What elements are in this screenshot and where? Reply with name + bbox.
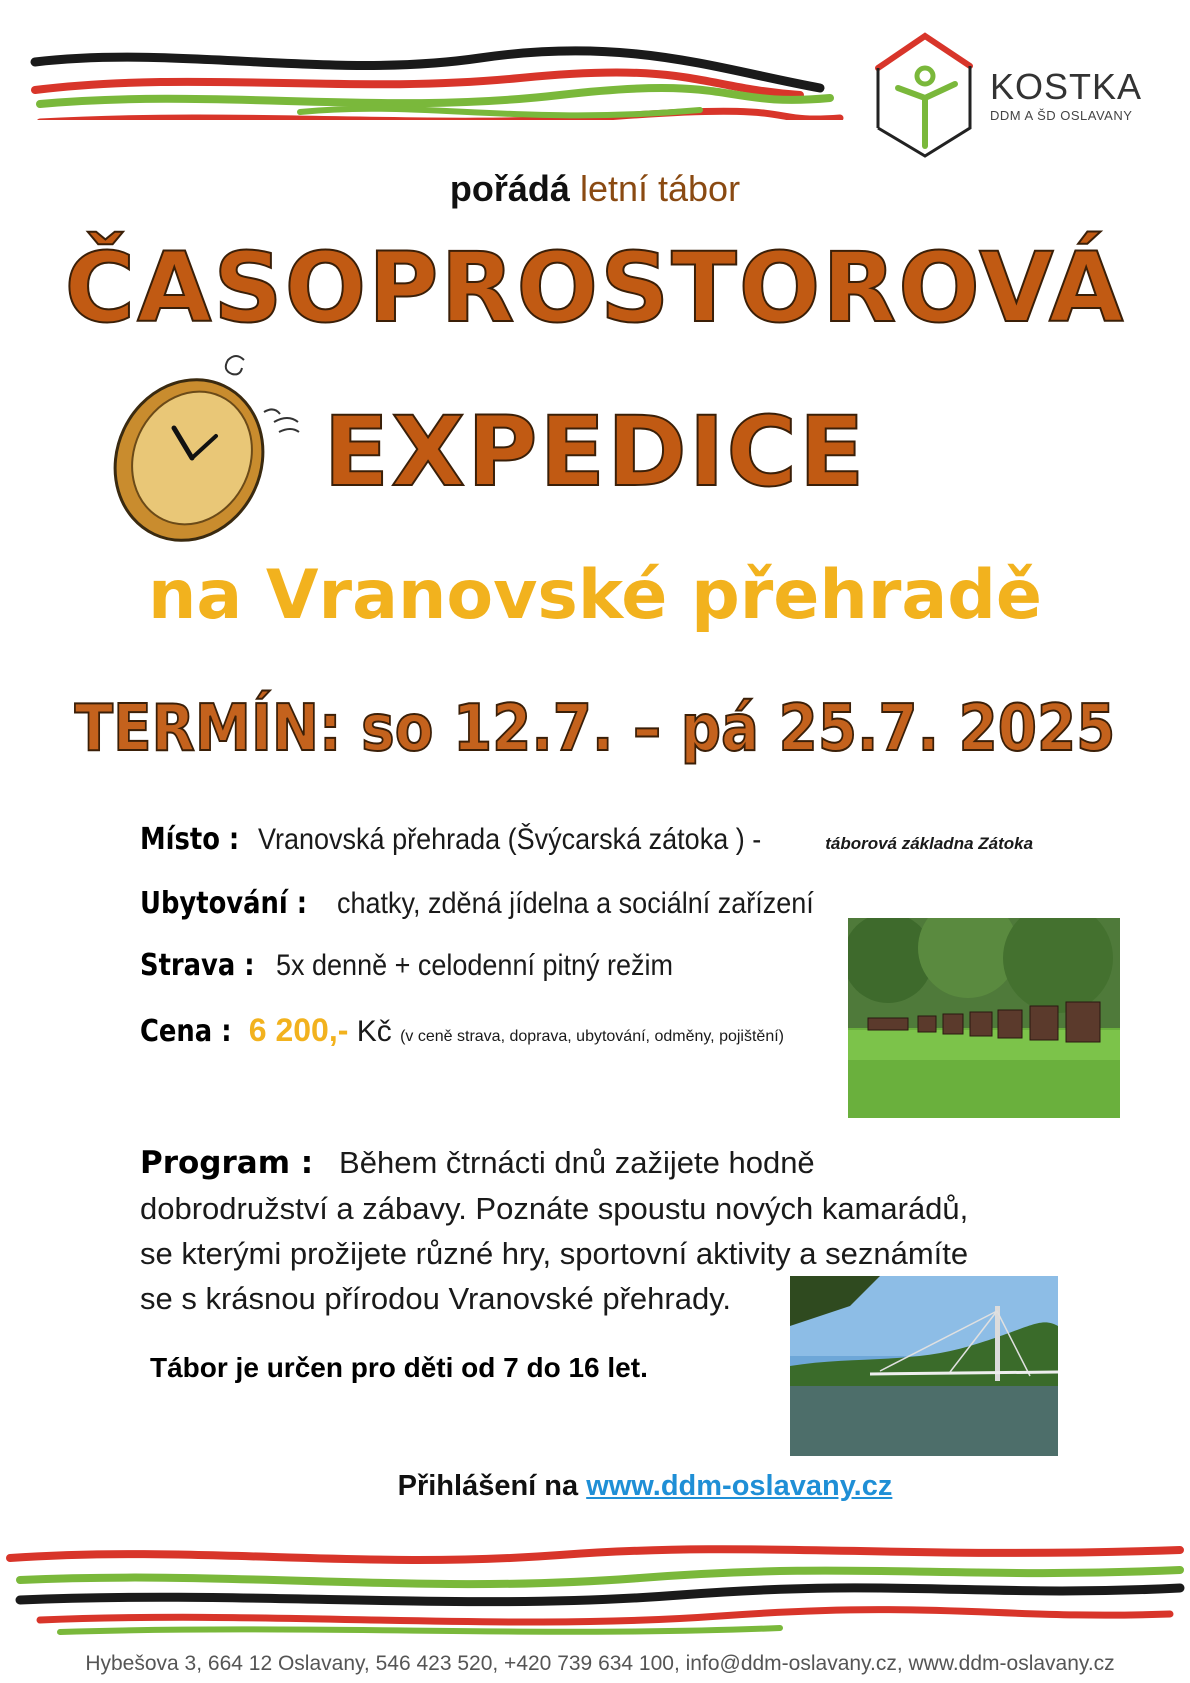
location-title: na Vranovské přehradě bbox=[147, 556, 1043, 635]
organizer-event-type: letní tábor bbox=[579, 168, 741, 209]
place-value: Vranovská přehrada (Švýcarská zátoka ) - bbox=[257, 823, 761, 856]
price-row bbox=[140, 1012, 784, 1049]
program-text: Během čtrnácti dnů zažijete hodně dobrodružství a zábavy. Poznáte spoustu nových kamarádů, se kterými prožijete různé hry, sportovní aktivity a seznámíte se s krásnou přírodou Vranovské přehrady. bbox=[140, 1145, 969, 1316]
kostka-cube-icon bbox=[870, 28, 980, 158]
logo-name: KOSTKA bbox=[990, 66, 1143, 107]
website-link[interactable]: www.ddm-oslavany.cz bbox=[586, 1470, 893, 1502]
footer-contact: Hybešova 3, 664 12 Oslavany, 546 423 520, +420 739 634 100, info@ddm-oslavany.cz, www.ddm-oslavany.cz bbox=[85, 1652, 1115, 1675]
camp-cabins-photo bbox=[848, 918, 1120, 1118]
price-note: (v ceně strava, doprava, ubytování, odměny, pojištění) bbox=[400, 1028, 784, 1045]
price-label: Cena : bbox=[140, 1014, 232, 1049]
lodging-row bbox=[140, 886, 866, 921]
food-value: 5x denně + celodenní pitný režim bbox=[275, 949, 673, 982]
registration-line bbox=[0, 1470, 1190, 1503]
food-label: Strava : bbox=[140, 948, 255, 983]
registration-text: Přihlášení na bbox=[397, 1470, 579, 1502]
camp-term: TERMÍN: so 12.7. – pá 25.7. 2025 bbox=[74, 692, 1116, 766]
lodging-value: chatky, zděná jídelna a sociální zařízení bbox=[336, 887, 814, 920]
price-currency: Kč bbox=[356, 1015, 392, 1048]
organizer-verb: pořádá bbox=[449, 168, 570, 209]
lodging-label: Ubytování : bbox=[140, 886, 308, 921]
title-line-2: EXPEDICE bbox=[323, 396, 867, 508]
place-label: Místo : bbox=[140, 822, 240, 857]
bottom-wave-decoration bbox=[0, 1540, 1190, 1640]
kostka-logo bbox=[870, 28, 1160, 158]
place-row bbox=[140, 822, 1033, 857]
food-row bbox=[140, 948, 717, 983]
dam-bridge-photo bbox=[790, 1276, 1058, 1456]
price-value: 6 200,- bbox=[248, 1012, 349, 1048]
title-line-1: ČASOPROSTOROVÁ bbox=[64, 232, 1126, 344]
age-range: Tábor je určen pro děti od 7 do 16 let. bbox=[150, 1352, 648, 1383]
program-label: Program : bbox=[140, 1145, 314, 1181]
logo-subtitle: DDM A ŠD OSLAVANY bbox=[990, 108, 1133, 123]
place-note: táborová základna Zátoka bbox=[825, 834, 1034, 853]
organizer-line bbox=[0, 168, 1190, 210]
